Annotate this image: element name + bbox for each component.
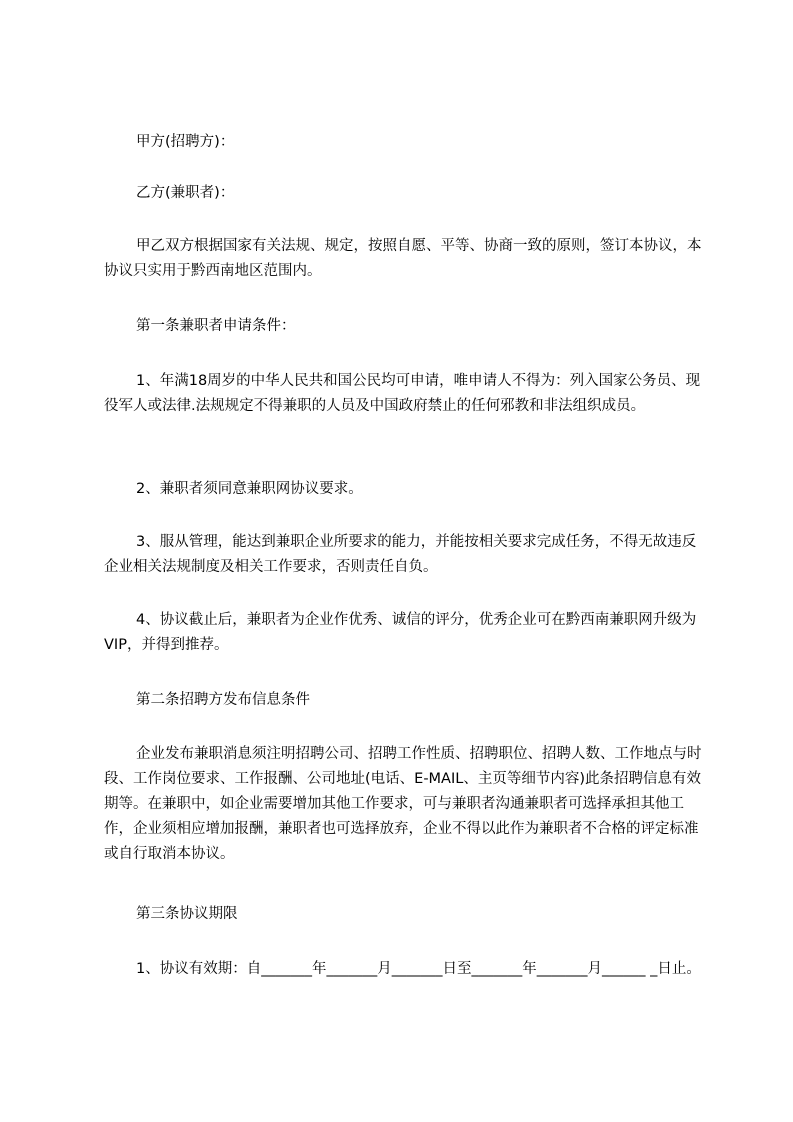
article1-item1: 1、年满18周岁的中华人民共和国公民均可申请，唯申请人不得为：列入国家公务员、现役军人或法律.法规规定不得兼职的人员及中国政府禁止的任何邪教和非法组织成员。 [104, 373, 701, 414]
article1-title: 第一条兼职者申请条件： [136, 318, 296, 334]
article3-item1: 1、协议有效期：自_______年_______月_______日至_______年_______月______ _日止。 [136, 961, 701, 977]
article1-item3: 3、服从管理，能达到兼职企业所要求的能力，并能按相关要求完成任务，不得无故违反企业相关法规制度及相关工作要求，否则责任自负。 [104, 534, 697, 575]
article1-item2: 2、兼职者须同意兼职网协议要求。 [136, 481, 363, 497]
article2-body: 企业发布兼职消息须注明招聘公司、招聘工作性质、招聘职位、招聘人数、工作地点与时段、工作岗位要求、工作报酬、公司地址(电话、E-MAIL、主页等细节内容)此条招聘信息有效期等。在兼职中，如企业需要增加其他工作要求，可与兼职者沟通兼职者可选择承担其他工作，企业须相应增加报酬，兼职者也可选择放弃，企业不得以此作为兼职者不合格的评定标准或自行取消本协议。 [104, 746, 702, 862]
article1-item4: 4、协议截止后，兼职者为企业作优秀、诚信的评分，优秀企业可在黔西南兼职网升级为VIP，并得到推荐。 [104, 612, 697, 653]
article2-title: 第二条招聘方发布信息条件 [136, 692, 310, 708]
party-a-line: 甲方(招聘方)： [136, 134, 235, 150]
article3-title: 第三条协议期限 [136, 906, 238, 922]
preamble-paragraph: 甲乙双方根据国家有关法规、规定，按照自愿、平等、协商一致的原则，签订本协议，本协议只实用于黔西南地区范围内。 [104, 238, 702, 279]
party-b-line: 乙方(兼职者)： [136, 185, 235, 201]
